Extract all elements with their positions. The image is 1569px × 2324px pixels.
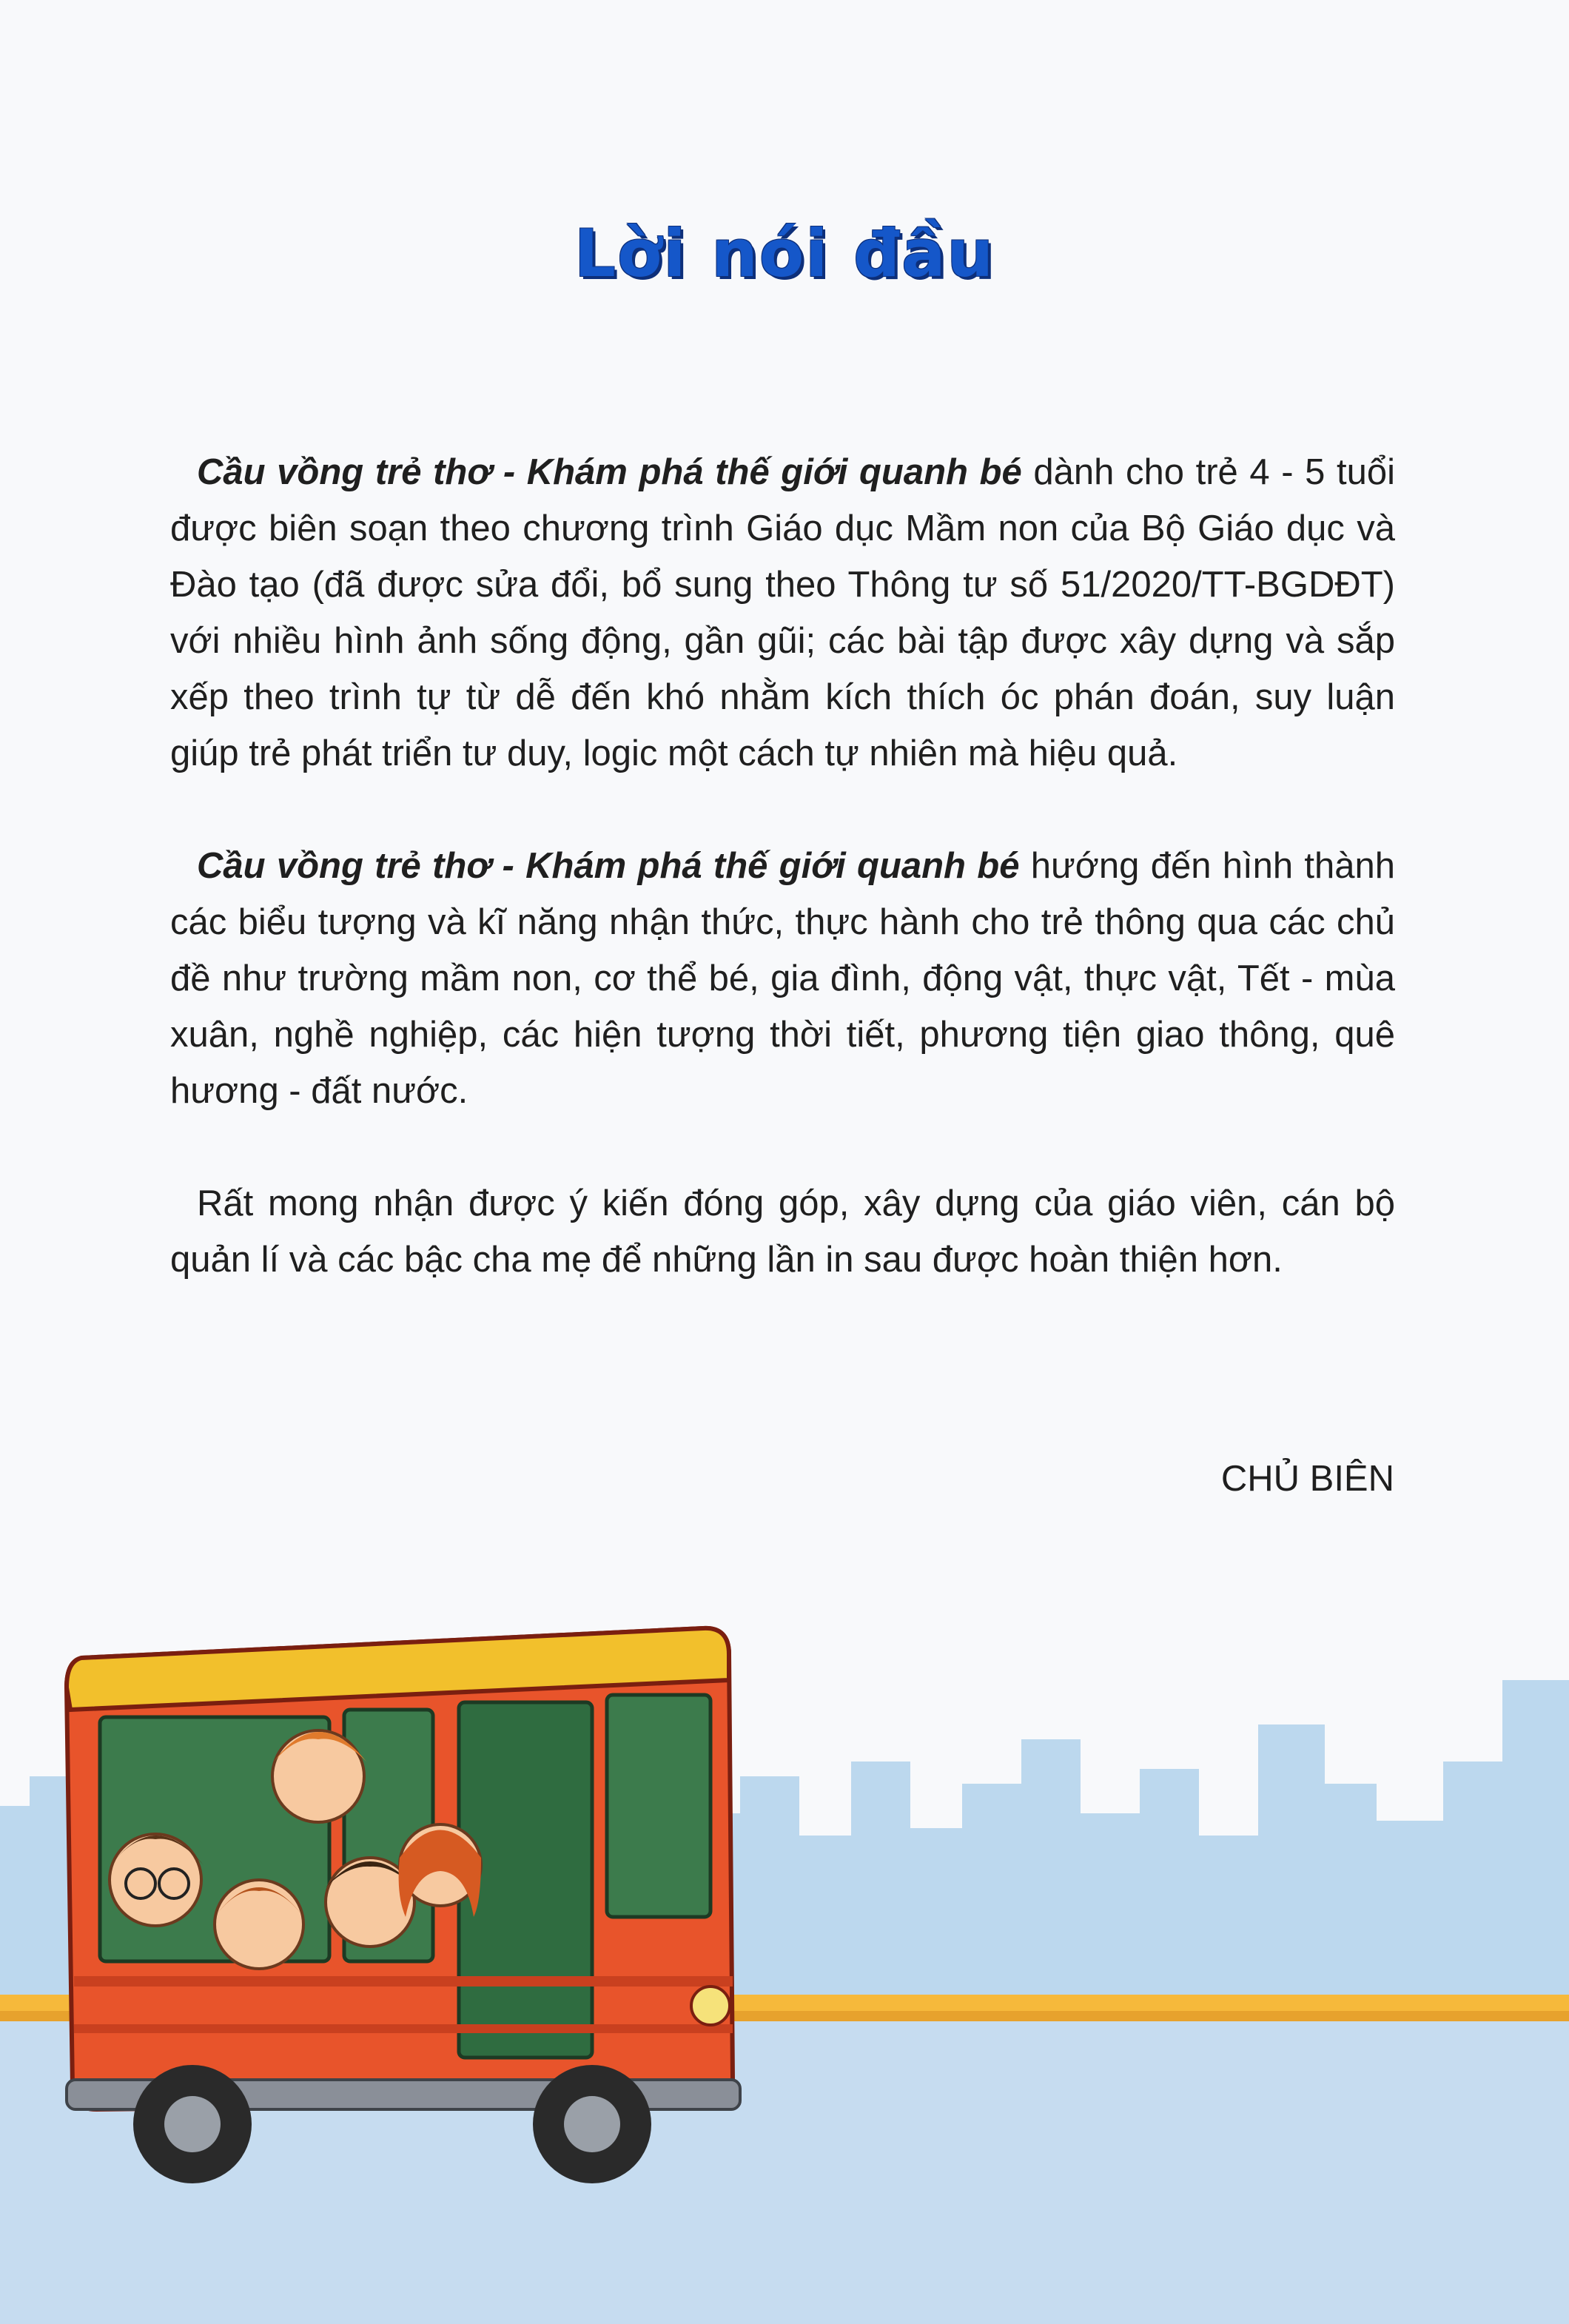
paragraph-1 [170,444,1395,782]
paragraph-text: hướng đến hình thành các biểu tượng và kĩ năng nhận thức, thực hành cho trẻ thông qua các chủ đề như trường mầm non, cơ thể bé, gia đình, động vật, thực vật, Tết - mùa xuân, nghề nghiệp, các hiện tượng thời tiết, phương tiện giao thông, quê hương - đất nước. [170,846,1395,1111]
school-bus-illustration [0,1591,1569,2324]
preface-body [170,444,1395,1344]
signature: CHỦ BIÊN [1220,1459,1394,1499]
book-title: Cầu vồng trẻ thơ - Khám phá thế giới quanh bé [197,452,1022,492]
paragraph-2 [170,838,1395,1119]
book-title: Cầu vồng trẻ thơ - Khám phá thế giới quanh bé [197,846,1020,886]
paragraph-3 [170,1175,1395,1288]
paragraph-text: dành cho trẻ 4 - 5 tuổi được biên soạn theo chương trình Giáo dục Mầm non của Bộ Giáo dục và Đào tạo (đã được sửa đổi, bổ sung theo Thông tư số 51/2020/TT-BGDĐT) với nhiều hình ảnh sống động, gần gũi; các bài tập được xây dựng và sắp xếp theo trình tự từ dễ đến khó nhằm kích thích óc phán đoán, suy luận giúp trẻ phát triển tư duy, logic một cách tự nhiên mà hiệu quả. [170,452,1396,773]
paragraph-text: Rất mong nhận được ý kiến đóng góp, xây dựng của giáo viên, cán bộ quản lí và các bậc cha mẹ để những lần in sau được hoàn thiện hơn. [170,1183,1395,1280]
bus-icon [67,1628,740,2183]
page-title: Lời nói đầu [574,215,995,292]
